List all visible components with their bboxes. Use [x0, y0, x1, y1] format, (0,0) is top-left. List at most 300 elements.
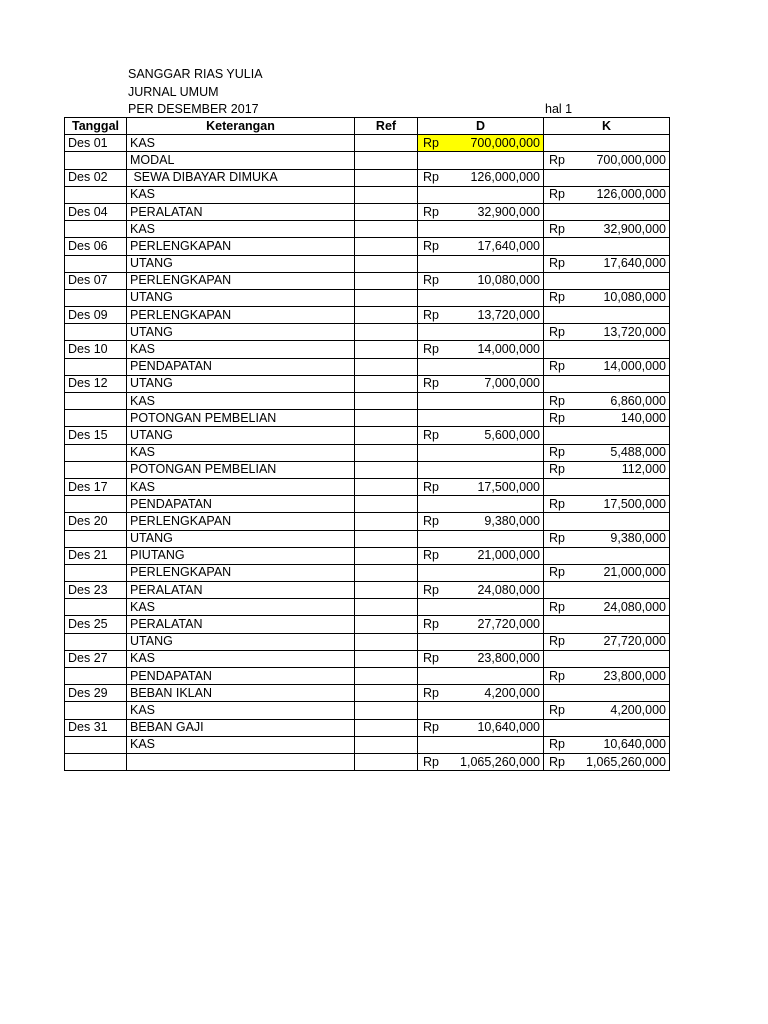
cell-tanggal: Des 06: [65, 238, 127, 255]
currency-label: Rp: [549, 634, 565, 649]
currency-label: Rp: [423, 754, 439, 769]
cell-debit-amount: [421, 428, 540, 443]
cell-ref: [355, 753, 418, 770]
amount-value: 112,000: [621, 462, 666, 477]
cell-tanggal: Des 10: [65, 341, 127, 358]
cell-tanggal: [65, 633, 127, 650]
table-row: [65, 564, 670, 581]
cell-debit-amount: [421, 686, 540, 701]
cell-debit-amount: [421, 755, 540, 770]
amount-value: 1,065,260,000: [460, 754, 540, 769]
cell-kredit-amount: [547, 531, 666, 546]
cell-tanggal: [65, 496, 127, 513]
cell-ref: [355, 564, 418, 581]
cell-debit: [418, 736, 544, 753]
amount-value: 17,500,000: [477, 479, 540, 494]
cell-ref: [355, 616, 418, 633]
cell-kredit-amount: [547, 462, 666, 477]
amount-value: 24,080,000: [603, 599, 666, 614]
table-row: [65, 478, 670, 495]
cell-kredit: [544, 685, 670, 702]
cell-debit-amount: [421, 548, 540, 563]
cell-tanggal: [65, 324, 127, 341]
cell-tanggal: [65, 393, 127, 410]
currency-label: Rp: [549, 668, 565, 683]
cell-kredit-amount: [547, 634, 666, 649]
cell-kredit: [544, 650, 670, 667]
table-row: [65, 341, 670, 358]
amount-value: 700,000,000: [596, 152, 666, 167]
cell-keterangan: KAS: [127, 650, 355, 667]
cell-keterangan: SEWA DIBAYAR DIMUKA: [127, 169, 355, 186]
col-header-tanggal: Tanggal: [65, 118, 127, 135]
currency-label: Rp: [549, 393, 565, 408]
cell-ref: [355, 719, 418, 736]
cell-keterangan: [127, 753, 355, 770]
cell-kredit: [544, 753, 670, 770]
cell-kredit: [544, 238, 670, 255]
table-row: [65, 685, 670, 702]
currency-label: Rp: [549, 187, 565, 202]
cell-debit-amount: [421, 480, 540, 495]
table-row: [65, 616, 670, 633]
cell-debit: [418, 547, 544, 564]
cell-keterangan: PERLENGKAPAN: [127, 513, 355, 530]
cell-debit: [418, 203, 544, 220]
cell-tanggal: Des 25: [65, 616, 127, 633]
cell-tanggal: Des 27: [65, 650, 127, 667]
currency-label: Rp: [423, 427, 439, 442]
cell-debit: [418, 289, 544, 306]
amount-value: 126,000,000: [470, 170, 540, 185]
cell-tanggal: [65, 530, 127, 547]
cell-ref: [355, 324, 418, 341]
cell-tanggal: [65, 255, 127, 272]
cell-keterangan: POTONGAN PEMBELIAN: [127, 410, 355, 427]
cell-kredit: [544, 169, 670, 186]
amount-value: 7,000,000: [484, 376, 540, 391]
amount-value: 23,800,000: [603, 668, 666, 683]
amount-value: 14,000,000: [477, 342, 540, 357]
amount-value: 6,860,000: [610, 393, 666, 408]
cell-debit-amount: [421, 308, 540, 323]
currency-label: Rp: [423, 307, 439, 322]
cell-keterangan: KAS: [127, 221, 355, 238]
currency-label: Rp: [423, 376, 439, 391]
cell-kredit-amount: [547, 359, 666, 374]
cell-keterangan: PERLENGKAPAN: [127, 272, 355, 289]
cell-tanggal: Des 04: [65, 203, 127, 220]
cell-tanggal: [65, 444, 127, 461]
cell-tanggal: [65, 410, 127, 427]
cell-tanggal: Des 07: [65, 272, 127, 289]
cell-kredit-amount: [547, 565, 666, 580]
amount-value: 27,720,000: [603, 634, 666, 649]
table-row: [65, 221, 670, 238]
currency-label: Rp: [423, 238, 439, 253]
cell-kredit: [544, 255, 670, 272]
amount-value: 9,380,000: [484, 513, 540, 528]
cell-keterangan: UTANG: [127, 375, 355, 392]
amount-value: 9,380,000: [610, 531, 666, 546]
cell-kredit: [544, 289, 670, 306]
cell-ref: [355, 203, 418, 220]
cell-ref: [355, 135, 418, 152]
cell-keterangan: UTANG: [127, 530, 355, 547]
cell-kredit: [544, 736, 670, 753]
cell-keterangan: UTANG: [127, 324, 355, 341]
currency-label: Rp: [549, 599, 565, 614]
cell-kredit: [544, 582, 670, 599]
table-row: [65, 444, 670, 461]
cell-kredit: [544, 427, 670, 444]
table-row: [65, 272, 670, 289]
cell-kredit: [544, 633, 670, 650]
cell-tanggal: [65, 702, 127, 719]
amount-value: 17,640,000: [477, 238, 540, 253]
cell-tanggal: Des 29: [65, 685, 127, 702]
cell-keterangan: BEBAN GAJI: [127, 719, 355, 736]
table-row: [65, 169, 670, 186]
currency-label: Rp: [423, 548, 439, 563]
cell-kredit: [544, 444, 670, 461]
cell-kredit: [544, 530, 670, 547]
col-header-ref: Ref: [355, 118, 418, 135]
cell-debit: [418, 238, 544, 255]
cell-debit-amount: [421, 136, 540, 151]
table-row: [65, 410, 670, 427]
cell-kredit: [544, 616, 670, 633]
table-row: [65, 358, 670, 375]
amount-value: 5,600,000: [484, 427, 540, 442]
cell-tanggal: Des 17: [65, 478, 127, 495]
cell-debit-amount: [421, 583, 540, 598]
table-row: [65, 255, 670, 272]
amount-value: 140,000: [620, 410, 666, 425]
amount-value: 126,000,000: [596, 187, 666, 202]
currency-label: Rp: [549, 565, 565, 580]
journal-title: JURNAL UMUM: [128, 85, 219, 99]
table-row: [65, 427, 670, 444]
cell-debit: [418, 410, 544, 427]
currency-label: Rp: [549, 462, 565, 477]
cell-debit-amount: [421, 720, 540, 735]
cell-debit: [418, 444, 544, 461]
cell-tanggal: Des 01: [65, 135, 127, 152]
cell-kredit: [544, 719, 670, 736]
cell-keterangan: KAS: [127, 135, 355, 152]
cell-ref: [355, 736, 418, 753]
cell-kredit: [544, 668, 670, 685]
currency-label: Rp: [423, 135, 439, 150]
cell-debit: [418, 324, 544, 341]
amount-value: 13,720,000: [477, 307, 540, 322]
cell-kredit: [544, 152, 670, 169]
cell-debit: [418, 427, 544, 444]
cell-ref: [355, 375, 418, 392]
cell-kredit: [544, 410, 670, 427]
cell-kredit-amount: [547, 445, 666, 460]
cell-ref: [355, 307, 418, 324]
amount-value: 10,080,000: [477, 273, 540, 288]
cell-keterangan: PENDAPATAN: [127, 496, 355, 513]
cell-debit-amount: [421, 205, 540, 220]
cell-tanggal: Des 21: [65, 547, 127, 564]
cell-tanggal: [65, 461, 127, 478]
cell-ref: [355, 582, 418, 599]
cell-kredit-amount: [547, 394, 666, 409]
cell-kredit: [544, 478, 670, 495]
cell-debit: [418, 307, 544, 324]
cell-debit: [418, 358, 544, 375]
cell-ref: [355, 633, 418, 650]
table-row: [65, 203, 670, 220]
cell-keterangan: BEBAN IKLAN: [127, 685, 355, 702]
cell-kredit-amount: [547, 600, 666, 615]
cell-keterangan: UTANG: [127, 633, 355, 650]
cell-debit: [418, 633, 544, 650]
cell-tanggal: [65, 152, 127, 169]
table-row: [65, 650, 670, 667]
amount-value: 700,000,000: [470, 135, 540, 150]
cell-kredit: [544, 547, 670, 564]
journal-table: [64, 117, 670, 771]
cell-keterangan: KAS: [127, 702, 355, 719]
amount-value: 1,065,260,000: [586, 754, 666, 769]
currency-label: Rp: [423, 685, 439, 700]
currency-label: Rp: [423, 617, 439, 632]
cell-kredit-amount: [547, 737, 666, 752]
cell-ref: [355, 358, 418, 375]
cell-debit: [418, 393, 544, 410]
cell-debit: [418, 582, 544, 599]
currency-label: Rp: [423, 651, 439, 666]
cell-ref: [355, 668, 418, 685]
cell-debit-amount: [421, 170, 540, 185]
cell-tanggal: [65, 221, 127, 238]
table-row: [65, 461, 670, 478]
currency-label: Rp: [549, 445, 565, 460]
cell-debit: [418, 478, 544, 495]
cell-kredit-amount: [547, 497, 666, 512]
cell-kredit: [544, 393, 670, 410]
currency-label: Rp: [549, 152, 565, 167]
cell-ref: [355, 238, 418, 255]
cell-tanggal: [65, 736, 127, 753]
table-row: [65, 393, 670, 410]
cell-keterangan: PERALATAN: [127, 203, 355, 220]
currency-label: Rp: [423, 273, 439, 288]
currency-label: Rp: [549, 256, 565, 271]
table-row: [65, 135, 670, 152]
cell-debit: [418, 272, 544, 289]
cell-tanggal: [65, 599, 127, 616]
cell-debit: [418, 719, 544, 736]
cell-keterangan: UTANG: [127, 255, 355, 272]
cell-keterangan: PIUTANG: [127, 547, 355, 564]
cell-debit-amount: [421, 617, 540, 632]
cell-debit: [418, 152, 544, 169]
cell-keterangan: PENDAPATAN: [127, 668, 355, 685]
table-row: [65, 307, 670, 324]
cell-ref: [355, 702, 418, 719]
cell-keterangan: UTANG: [127, 289, 355, 306]
currency-label: Rp: [423, 204, 439, 219]
cell-debit-amount: [421, 514, 540, 529]
cell-debit-amount: [421, 651, 540, 666]
cell-kredit: [544, 513, 670, 530]
cell-kredit-amount: [547, 325, 666, 340]
cell-keterangan: PERLENGKAPAN: [127, 238, 355, 255]
cell-tanggal: Des 02: [65, 169, 127, 186]
cell-kredit-amount: [547, 411, 666, 426]
col-header-debit: D: [418, 118, 544, 135]
cell-kredit-amount: [547, 290, 666, 305]
currency-label: Rp: [549, 531, 565, 546]
table-row: [65, 599, 670, 616]
table-row: [65, 496, 670, 513]
currency-label: Rp: [423, 513, 439, 528]
table-row: [65, 375, 670, 392]
cell-kredit: [544, 203, 670, 220]
cell-debit: [418, 530, 544, 547]
cell-ref: [355, 461, 418, 478]
cell-debit-amount: [421, 342, 540, 357]
table-row: [65, 238, 670, 255]
cell-kredit: [544, 599, 670, 616]
cell-ref: [355, 221, 418, 238]
cell-kredit-amount: [547, 153, 666, 168]
cell-debit: [418, 702, 544, 719]
cell-kredit: [544, 564, 670, 581]
company-name: SANGGAR RIAS YULIA: [128, 67, 263, 81]
cell-tanggal: [65, 564, 127, 581]
cell-ref: [355, 530, 418, 547]
cell-keterangan: KAS: [127, 341, 355, 358]
cell-debit: [418, 513, 544, 530]
cell-kredit: [544, 358, 670, 375]
cell-ref: [355, 444, 418, 461]
table-row: [65, 186, 670, 203]
cell-ref: [355, 289, 418, 306]
cell-tanggal: Des 31: [65, 719, 127, 736]
currency-label: Rp: [423, 720, 439, 735]
amount-value: 32,900,000: [477, 204, 540, 219]
currency-label: Rp: [549, 324, 565, 339]
cell-debit: [418, 496, 544, 513]
amount-value: 13,720,000: [603, 324, 666, 339]
amount-value: 17,640,000: [603, 256, 666, 271]
cell-ref: [355, 272, 418, 289]
amount-value: 27,720,000: [477, 617, 540, 632]
cell-kredit: [544, 702, 670, 719]
cell-debit: [418, 221, 544, 238]
amount-value: 10,640,000: [477, 720, 540, 735]
table-row: [65, 633, 670, 650]
cell-ref: [355, 255, 418, 272]
table-row: [65, 152, 670, 169]
cell-kredit: [544, 307, 670, 324]
currency-label: Rp: [549, 221, 565, 236]
cell-debit: [418, 186, 544, 203]
cell-kredit: [544, 341, 670, 358]
cell-keterangan: PERLENGKAPAN: [127, 307, 355, 324]
cell-debit: [418, 169, 544, 186]
amount-value: 4,200,000: [610, 702, 666, 717]
table-row: [65, 289, 670, 306]
table-row: [65, 736, 670, 753]
currency-label: Rp: [549, 496, 565, 511]
journal-period: PER DESEMBER 2017: [128, 102, 259, 116]
amount-value: 4,200,000: [484, 685, 540, 700]
cell-debit: [418, 650, 544, 667]
cell-debit: [418, 135, 544, 152]
cell-ref: [355, 427, 418, 444]
cell-tanggal: [65, 289, 127, 306]
cell-ref: [355, 547, 418, 564]
table-header-row: [65, 118, 670, 135]
cell-keterangan: UTANG: [127, 427, 355, 444]
cell-kredit: [544, 186, 670, 203]
cell-ref: [355, 478, 418, 495]
amount-value: 32,900,000: [603, 221, 666, 236]
cell-keterangan: KAS: [127, 444, 355, 461]
amount-value: 21,000,000: [603, 565, 666, 580]
table-row: [65, 324, 670, 341]
cell-ref: [355, 513, 418, 530]
col-header-keterangan: Keterangan: [127, 118, 355, 135]
currency-label: Rp: [423, 342, 439, 357]
amount-value: 17,500,000: [603, 496, 666, 511]
currency-label: Rp: [549, 359, 565, 374]
cell-keterangan: KAS: [127, 186, 355, 203]
cell-debit: [418, 753, 544, 770]
table-row: [65, 513, 670, 530]
currency-label: Rp: [423, 582, 439, 597]
cell-ref: [355, 393, 418, 410]
cell-tanggal: [65, 668, 127, 685]
cell-keterangan: MODAL: [127, 152, 355, 169]
cell-kredit-amount: [547, 187, 666, 202]
currency-label: Rp: [549, 410, 565, 425]
cell-debit: [418, 668, 544, 685]
cell-kredit: [544, 221, 670, 238]
amount-value: 21,000,000: [477, 548, 540, 563]
cell-kredit: [544, 324, 670, 341]
cell-debit: [418, 616, 544, 633]
cell-kredit-amount: [547, 755, 666, 770]
cell-keterangan: PENDAPATAN: [127, 358, 355, 375]
cell-tanggal: [65, 186, 127, 203]
table-row: [65, 719, 670, 736]
amount-value: 14,000,000: [603, 359, 666, 374]
amount-value: 23,800,000: [477, 651, 540, 666]
cell-kredit-amount: [547, 669, 666, 684]
currency-label: Rp: [549, 737, 565, 752]
cell-ref: [355, 341, 418, 358]
cell-keterangan: KAS: [127, 599, 355, 616]
col-header-kredit: K: [544, 118, 670, 135]
amount-value: 5,488,000: [610, 445, 666, 460]
table-row: [65, 582, 670, 599]
amount-value: 10,080,000: [603, 290, 666, 305]
currency-label: Rp: [549, 702, 565, 717]
journal-body: [65, 135, 670, 771]
table-row: [65, 702, 670, 719]
cell-kredit-amount: [547, 703, 666, 718]
cell-tanggal: Des 12: [65, 375, 127, 392]
cell-debit-amount: [421, 239, 540, 254]
